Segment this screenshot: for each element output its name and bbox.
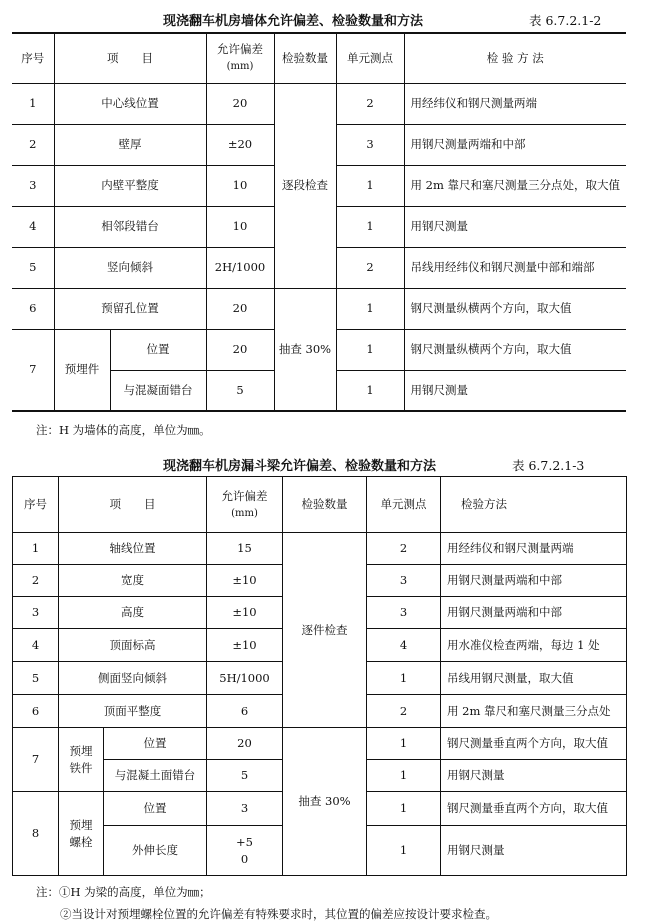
row-tolerance: 20 xyxy=(206,288,274,329)
row-group xyxy=(59,792,104,876)
row-item: 预留孔位置 xyxy=(54,288,206,329)
row-group-label: 预埋铁件 xyxy=(69,743,93,775)
row-points: 2 xyxy=(336,247,404,288)
row-item: 轴线位置 xyxy=(59,533,207,565)
row-item: 与混凝土面错台 xyxy=(104,760,207,792)
row-tolerance: 5 xyxy=(206,370,274,411)
row-tolerance xyxy=(207,826,283,876)
row-points: 1 xyxy=(367,662,441,695)
row-seq: 5 xyxy=(13,662,59,695)
header-points: 单元测点 xyxy=(367,477,441,533)
row-tolerance: ±10 xyxy=(207,565,283,597)
row-seq: 3 xyxy=(12,165,54,206)
row-seq: 3 xyxy=(13,597,59,629)
row-points: 1 xyxy=(336,329,404,370)
row-points: 3 xyxy=(367,565,441,597)
row-points: 1 xyxy=(336,288,404,329)
row-seq: 6 xyxy=(13,695,59,728)
row-tolerance: ±10 xyxy=(207,597,283,629)
row-seq: 6 xyxy=(12,288,54,329)
row-tolerance: 2H/1000 xyxy=(206,247,274,288)
header-points: 单元测点 xyxy=(336,33,404,83)
header-tolerance-label: 允许偏差 xyxy=(217,42,263,57)
row-tolerance: 5 xyxy=(207,760,283,792)
row-seq: 4 xyxy=(13,629,59,662)
header-quantity: 检验数量 xyxy=(283,477,367,533)
header-tolerance-unit: (mm) xyxy=(231,507,258,519)
row-tolerance: 20 xyxy=(206,329,274,370)
row-points: 1 xyxy=(367,826,441,876)
row-item: 位置 xyxy=(110,329,206,370)
row-points: 1 xyxy=(367,760,441,792)
table2-note-2: ②当设计对预埋螺栓位置的允许偏差有特殊要求时，其位置的偏差应按设计要求检查。 xyxy=(60,907,497,921)
row-seq: 5 xyxy=(12,247,54,288)
row-points: 3 xyxy=(367,597,441,629)
header-item: 项 目 xyxy=(59,477,207,533)
row-points: 1 xyxy=(367,792,441,826)
table-row xyxy=(13,728,627,760)
header-tolerance xyxy=(207,477,283,533)
row-method: 用 2m 靠尺和塞尺测量三分点处，取大值 xyxy=(404,165,626,206)
row-item: 内壁平整度 xyxy=(54,165,206,206)
row-seq: 2 xyxy=(13,565,59,597)
header-method: 检 验 方 法 xyxy=(404,33,626,83)
row-method: 用钢尺测量 xyxy=(404,370,626,411)
row-group xyxy=(59,728,104,792)
header-seq: 序号 xyxy=(12,33,54,83)
table2-title: 现浇翻车机房漏斗梁允许偏差、检验数量和方法 xyxy=(163,459,437,474)
row-seq: 8 xyxy=(13,792,59,876)
quantity-group: 逐段检查 xyxy=(274,83,336,288)
row-item: 侧面竖向倾斜 xyxy=(59,662,207,695)
row-points: 2 xyxy=(336,83,404,124)
row-method: 用钢尺测量 xyxy=(404,206,626,247)
table-row xyxy=(12,288,626,329)
quantity-group: 抽查 30% xyxy=(283,728,367,876)
header-method: 检验方法 xyxy=(441,477,627,533)
row-method: 用钢尺测量两端和中部 xyxy=(441,565,627,597)
row-item: 外伸长度 xyxy=(104,826,207,876)
row-seq: 1 xyxy=(12,83,54,124)
row-tolerance: 5H/1000 xyxy=(207,662,283,695)
row-method: 用水准仪检查两端，每边 1 处 xyxy=(441,629,627,662)
row-points: 1 xyxy=(336,206,404,247)
header-quantity: 检验数量 xyxy=(274,33,336,83)
table1-header-row xyxy=(12,33,626,83)
row-tolerance: 10 xyxy=(206,206,274,247)
row-tolerance: 20 xyxy=(206,83,274,124)
header-item: 项 目 xyxy=(54,33,206,83)
row-tolerance-bottom: 0 xyxy=(240,851,249,866)
header-tolerance-label: 允许偏差 xyxy=(221,488,268,503)
table2 xyxy=(12,476,627,876)
row-method: 钢尺测量纵横两个方向，取大值 xyxy=(404,288,626,329)
row-item: 与混凝面错台 xyxy=(110,370,206,411)
row-points: 1 xyxy=(367,728,441,760)
row-item: 中心线位置 xyxy=(54,83,206,124)
row-method: 用钢尺测量 xyxy=(441,826,627,876)
row-method: 钢尺测量垂直两个方向，取大值 xyxy=(441,728,627,760)
row-group: 预埋件 xyxy=(54,329,110,411)
table1-title: 现浇翻车机房墙体允许偏差、检验数量和方法 xyxy=(163,14,424,29)
row-points: 1 xyxy=(336,165,404,206)
row-item: 宽度 xyxy=(59,565,207,597)
table-row xyxy=(12,83,626,124)
table2-number: 表 6.7.2.1-3 xyxy=(512,458,585,473)
row-method: 用钢尺测量 xyxy=(441,760,627,792)
row-seq: 7 xyxy=(13,728,59,792)
row-seq: 4 xyxy=(12,206,54,247)
quantity-group: 抽查 30% xyxy=(274,288,336,411)
row-tolerance: ±20 xyxy=(206,124,274,165)
quantity-group: 逐件检查 xyxy=(283,533,367,728)
row-item: 位置 xyxy=(104,792,207,826)
table2-header-row xyxy=(13,477,627,533)
row-method: 钢尺测量纵横两个方向，取大值 xyxy=(404,329,626,370)
row-method: 钢尺测量垂直两个方向，取大值 xyxy=(441,792,627,826)
row-method: 用 2m 靠尺和塞尺测量三分点处 xyxy=(441,695,627,728)
row-item: 壁厚 xyxy=(54,124,206,165)
row-tolerance-top: +5 xyxy=(236,834,253,849)
table2-note-1: 注：①H 为梁的高度，单位为㎜； xyxy=(36,885,211,899)
header-seq: 序号 xyxy=(13,477,59,533)
row-points: 1 xyxy=(336,370,404,411)
row-tolerance: 20 xyxy=(207,728,283,760)
table1 xyxy=(12,32,626,412)
row-item: 位置 xyxy=(104,728,207,760)
row-points: 2 xyxy=(367,533,441,565)
row-tolerance: 10 xyxy=(206,165,274,206)
table1-note: 注：H 为墙体的高度，单位为㎜。 xyxy=(36,423,211,437)
row-points: 4 xyxy=(367,629,441,662)
row-item: 相邻段错台 xyxy=(54,206,206,247)
row-tolerance: ±10 xyxy=(207,629,283,662)
row-tolerance: 15 xyxy=(207,533,283,565)
row-method: 吊线用经纬仪和钢尺测量中部和端部 xyxy=(404,247,626,288)
row-method: 用经纬仪和钢尺测量两端 xyxy=(404,83,626,124)
row-seq: 7 xyxy=(12,329,54,411)
row-tolerance: 6 xyxy=(207,695,283,728)
row-seq: 2 xyxy=(12,124,54,165)
row-method: 吊线用钢尺测量，取大值 xyxy=(441,662,627,695)
row-method: 用钢尺测量两端和中部 xyxy=(404,124,626,165)
header-tolerance xyxy=(206,33,274,83)
header-tolerance-unit: (mm) xyxy=(226,61,254,73)
row-item: 竖向倾斜 xyxy=(54,247,206,288)
table-row xyxy=(13,533,627,565)
row-group-label: 预埋螺栓 xyxy=(69,817,93,849)
row-seq: 1 xyxy=(13,533,59,565)
row-tolerance: 3 xyxy=(207,792,283,826)
row-method: 用经纬仪和钢尺测量两端 xyxy=(441,533,627,565)
row-item: 高度 xyxy=(59,597,207,629)
row-item: 顶面标高 xyxy=(59,629,207,662)
table1-number: 表 6.7.2.1-2 xyxy=(529,13,602,28)
row-method: 用钢尺测量两端和中部 xyxy=(441,597,627,629)
row-points: 2 xyxy=(367,695,441,728)
row-item: 顶面平整度 xyxy=(59,695,207,728)
row-points: 3 xyxy=(336,124,404,165)
